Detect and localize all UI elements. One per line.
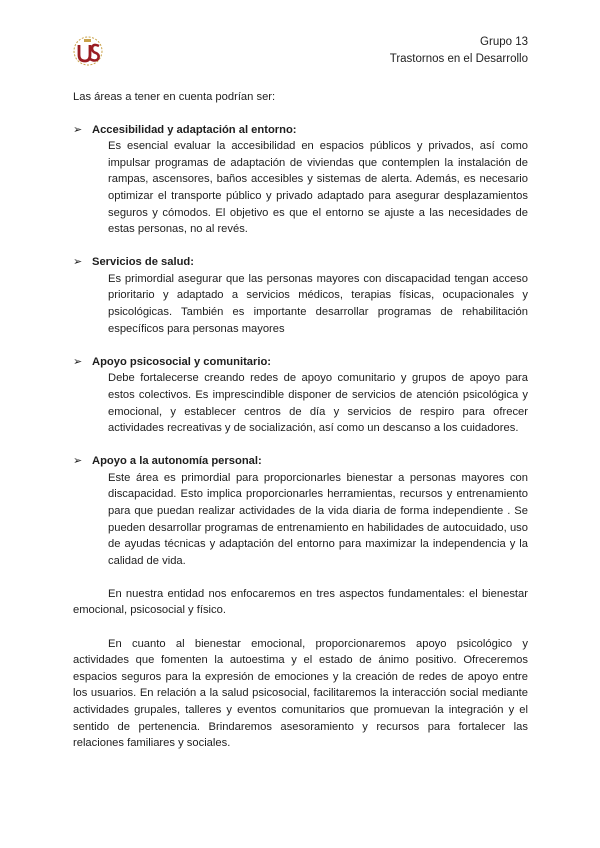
university-logo bbox=[71, 34, 105, 68]
page-header bbox=[390, 34, 528, 68]
header-group: Grupo 13 bbox=[480, 36, 528, 48]
document-body bbox=[73, 89, 528, 768]
section-body: Es esencial evaluar la accesibilidad en espacios públicos y privados, así como impulsar programas de adaptación de viviendas que contemplen la instalación de rampas, ascensores, baños accesibles y sistemas de alerta. Además, es necesario optimizar el transporte público y privado adaptado para asegurar desplazamientos seguros y cómodos. El objetivo es que el entorno se ajuste a las necesidades de estas personas, no al revés. bbox=[108, 140, 528, 236]
section-accesibilidad bbox=[73, 122, 528, 238]
paragraph-aspectos: En nuestra entidad nos enfocaremos en tres aspectos fundamentales: el bienestar emocional, psicosocial y físico. bbox=[73, 587, 528, 617]
section-heading bbox=[73, 453, 528, 470]
section-heading-text: Servicios de salud: bbox=[92, 256, 194, 269]
paragraph-bienestar: En cuanto al bienestar emocional, proporcionaremos apoyo psicológico y actividades que fomenten la autoestima y el estado de ánimo positivo. Ofreceremos espacios seguros para la expresión de emociones y la creación de redes de apoyo entre los usuarios. En relación a la salud psicosocial, facilitaremos la interacción social mediante actividades grupales, talleres y eventos comunitarios que promuevan la integración y el sentido de pertenencia. Brindaremos asesoramiento y recursos para fortalecer las relaciones familiares y sociales. bbox=[73, 637, 528, 750]
section-servicios-salud bbox=[73, 254, 528, 337]
section-body: Debe fortalecerse creando redes de apoyo comunitario y grupos de apoyo para estos colectivos. Es imprescindible disponer de servicios de atención psicológica y emocional, y establecer centros de día y servicios de respiro para ofrecer actividades recreativas y de socialización, así como un descanso a los cuidadores. bbox=[108, 372, 528, 435]
bullet-arrow-icon: ➢ bbox=[73, 455, 83, 468]
section-heading bbox=[73, 354, 528, 371]
section-heading-text: Apoyo a la autonomía personal: bbox=[92, 455, 262, 468]
section-heading-text: Apoyo psicosocial y comunitario: bbox=[92, 355, 272, 368]
header-subject: Trastornos en el Desarrollo bbox=[389, 53, 528, 65]
section-autonomia bbox=[73, 453, 528, 569]
bullet-arrow-icon: ➢ bbox=[73, 123, 83, 136]
bullet-arrow-icon: ➢ bbox=[73, 355, 83, 368]
section-body: Este área es primordial para proporcionarles bienestar a personas mayores con discapacidad. Esto implica proporcionarles herramientas, recursos y entrenamiento para que puedan realizar actividades de la vida diaria de forma independiente . Se pueden desarrollar programas de entrenamiento en habilidades de autocuidado, uso de ayudas técnicas y adaptación del entorno para maximizar la independencia y la calidad de vida. bbox=[108, 471, 528, 567]
section-heading bbox=[73, 122, 528, 139]
intro-text: Las áreas a tener en cuenta podrían ser: bbox=[73, 91, 276, 103]
section-heading bbox=[73, 254, 528, 271]
section-body: Es primordial asegurar que las personas mayores con discapacidad tengan acceso prioritario y adaptado a servicios médicos, terapias físicas, ocupacionales y psicológicas. También es importante desarrollar programas de rehabilitación específicos para personas mayores bbox=[108, 272, 528, 335]
section-apoyo-psicosocial bbox=[73, 354, 528, 437]
section-heading-text: Accesibilidad y adaptación al entorno: bbox=[92, 123, 297, 136]
bullet-arrow-icon: ➢ bbox=[73, 256, 83, 269]
